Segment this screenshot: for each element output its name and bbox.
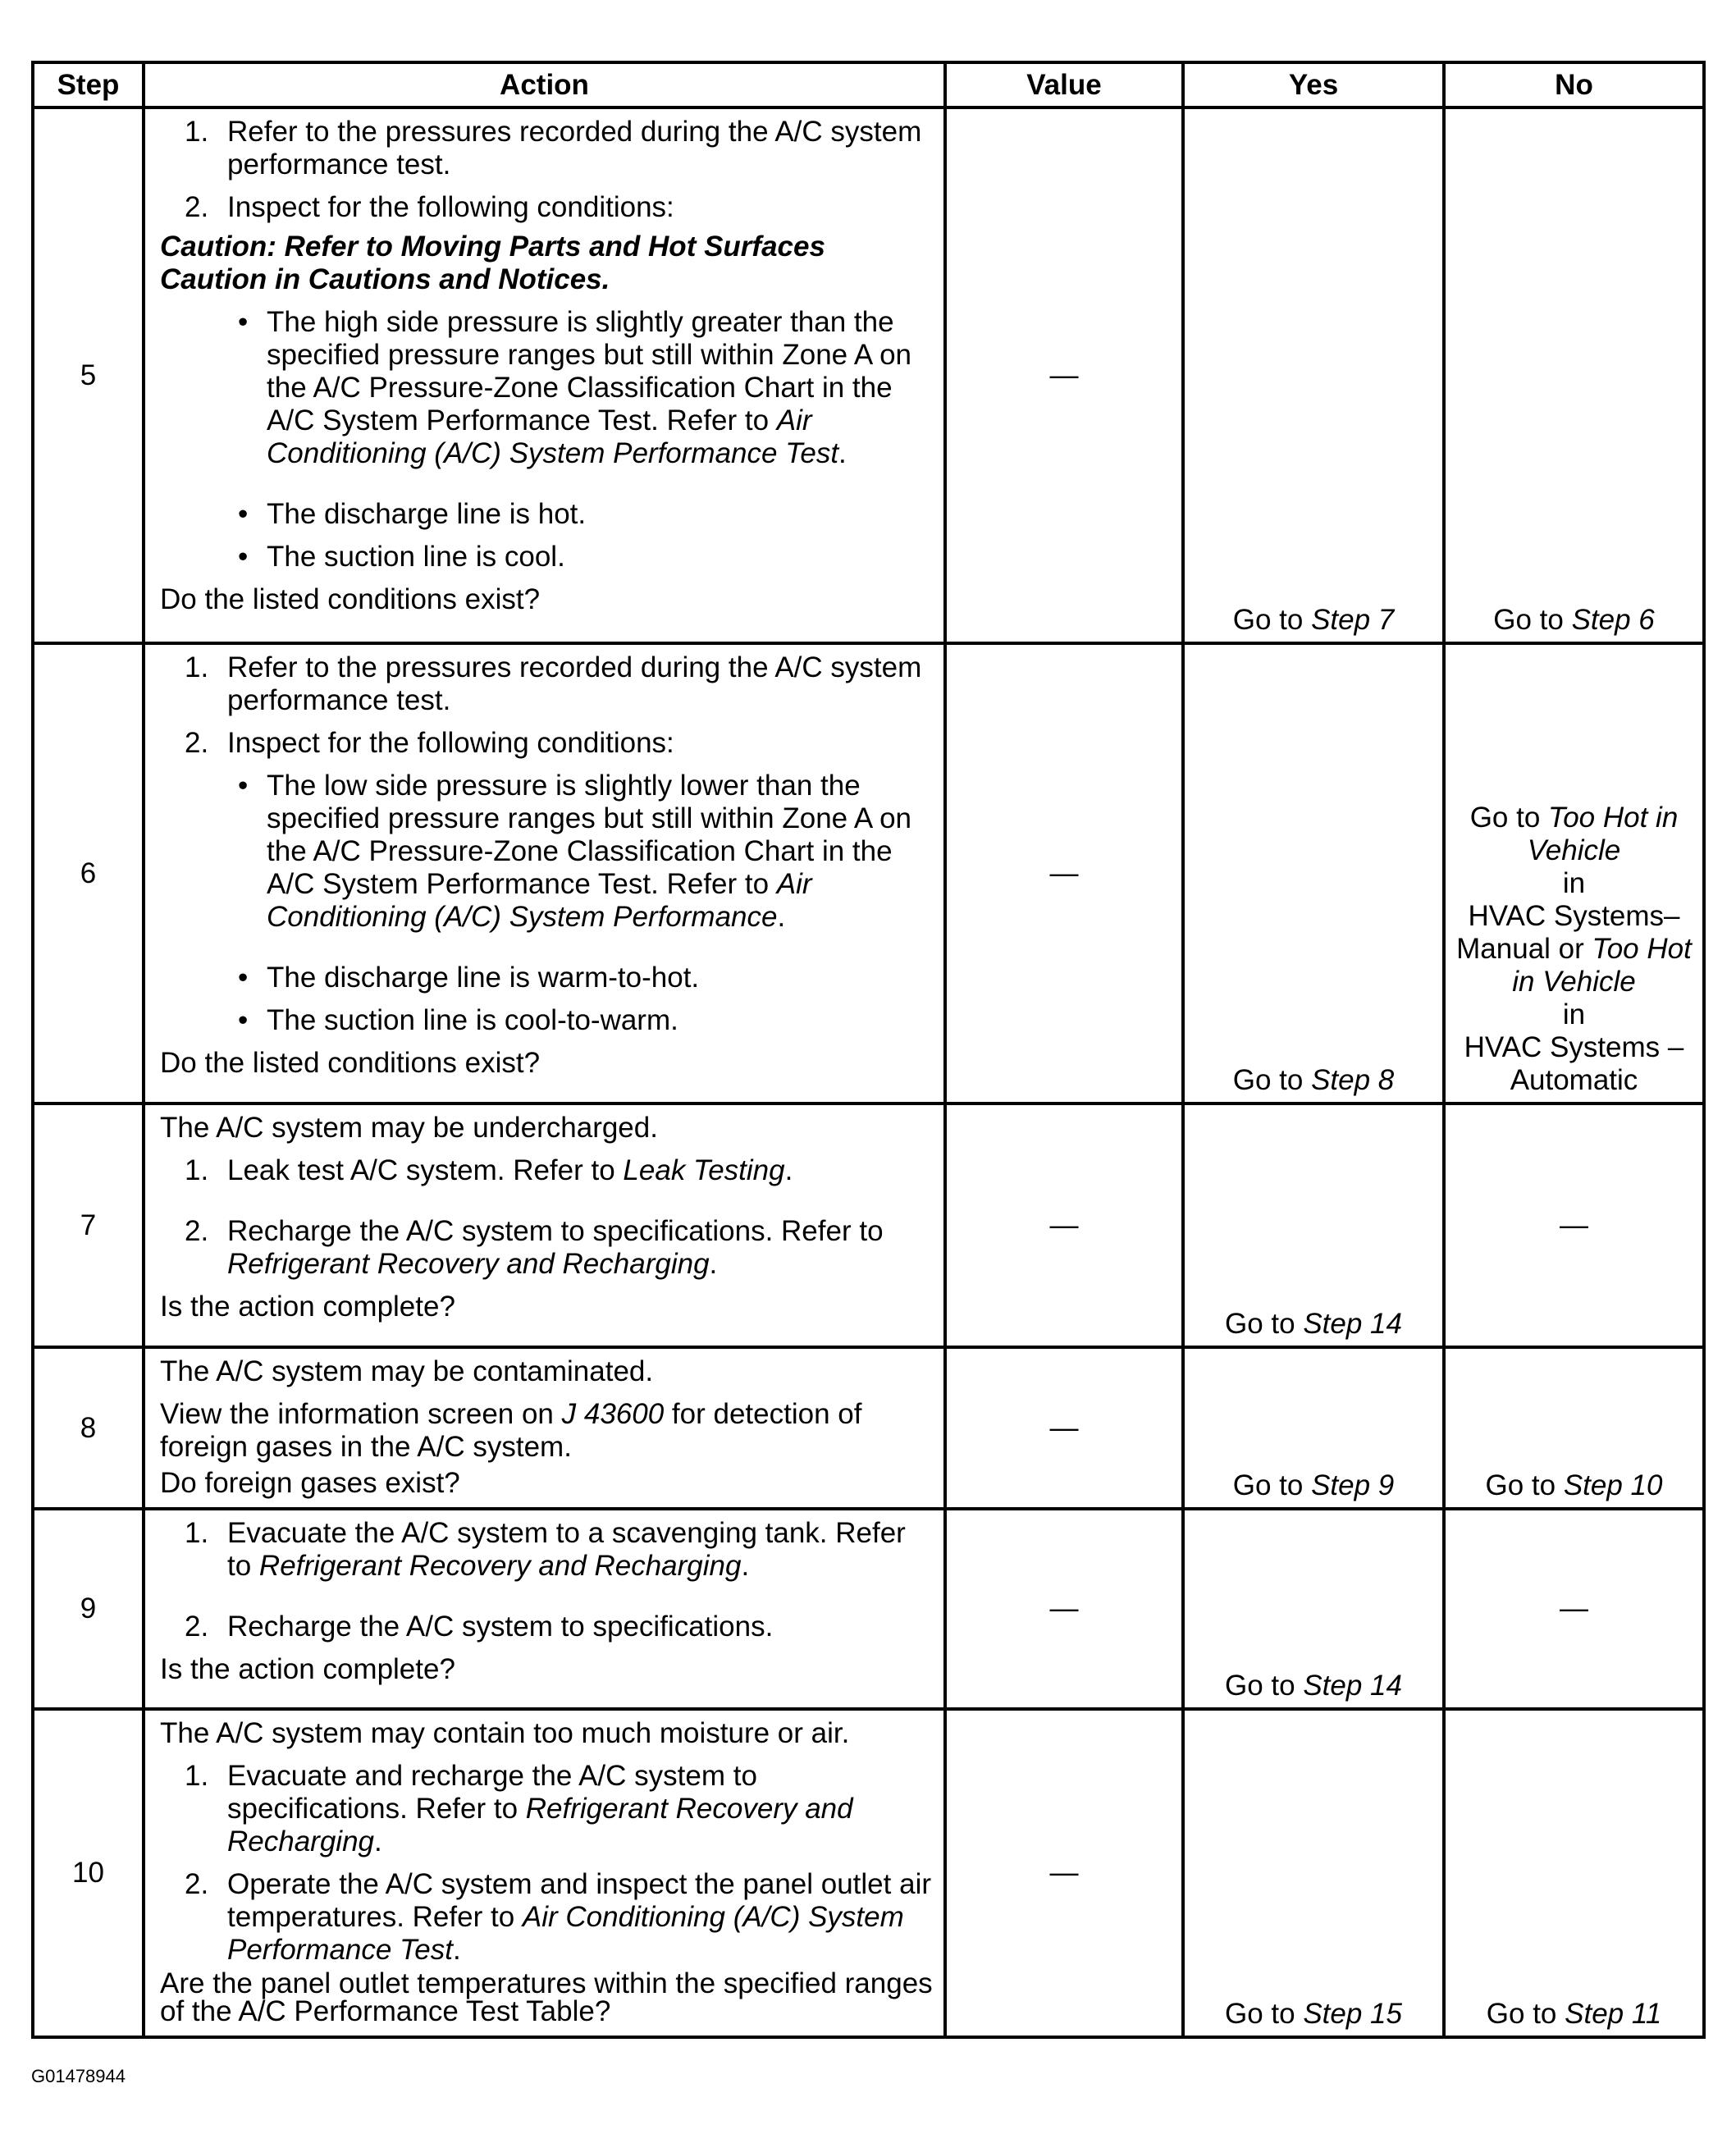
yes-cell — [1183, 1509, 1444, 1709]
doc-link[interactable]: Too Hot in Vehicle — [1527, 802, 1679, 866]
action-text: Operate the A/C system and inspect the panel outlet air temperatures. Refer to — [227, 1868, 931, 1933]
action-text: The discharge line is warm-to-hot. — [267, 962, 700, 994]
list-number: 2. — [185, 1215, 209, 1247]
action-cell — [144, 1709, 945, 2037]
action-text: Leak test A/C system. Refer to — [227, 1154, 624, 1186]
list-number: 2. — [185, 727, 209, 759]
table-row-step-6 — [33, 643, 1704, 1103]
action-cell — [144, 643, 945, 1103]
punctuation: . — [784, 1154, 793, 1186]
bullet-icon: • — [238, 541, 249, 573]
punctuation: . — [374, 1825, 382, 1857]
step-number: 6 — [33, 643, 144, 1103]
question-text: Do the listed conditions exist? — [160, 583, 541, 615]
action-text: The A/C system may contain too much moisture or air. — [160, 1717, 850, 1749]
step-link[interactable]: Step 6 — [1571, 604, 1655, 636]
goto-label: Go to — [1232, 1064, 1312, 1096]
goto-label: Go to — [1225, 1998, 1304, 2030]
step-number: 9 — [33, 1509, 144, 1709]
table-row-step-5 — [33, 107, 1704, 643]
doc-link[interactable]: Too Hot in Vehicle — [1512, 933, 1692, 998]
action-cell — [144, 107, 945, 643]
action-cell — [144, 1103, 945, 1347]
punctuation: . — [709, 1248, 718, 1280]
action-text: for detection of foreign gases in the A/C system. — [160, 1398, 862, 1463]
yes-cell — [1183, 107, 1444, 643]
punctuation: . — [838, 437, 847, 469]
value-cell: — — [945, 1709, 1183, 2037]
doc-reference: Leak Testing — [623, 1154, 785, 1186]
no-cell — [1444, 1709, 1704, 2037]
table-row-step-7 — [33, 1103, 1704, 1347]
goto-label: Go to — [1225, 1670, 1304, 1702]
list-number: 2. — [185, 191, 209, 223]
goto-label: Go to — [1232, 604, 1312, 636]
value-cell: — — [945, 107, 1183, 643]
list-number: 2. — [185, 1611, 209, 1643]
step-link[interactable]: Step 9 — [1311, 1469, 1395, 1501]
yes-cell — [1183, 643, 1444, 1103]
yes-cell — [1183, 1709, 1444, 2037]
list-number: 1. — [185, 116, 209, 148]
action-text: The suction line is cool. — [267, 541, 565, 573]
no-cell: — — [1444, 1103, 1704, 1347]
table-header-row — [33, 62, 1704, 107]
step-link[interactable]: Step 10 — [1563, 1469, 1663, 1501]
bullet-icon: • — [238, 770, 249, 802]
step-number: 8 — [33, 1347, 144, 1509]
step-link[interactable]: Step 14 — [1303, 1670, 1402, 1702]
table-row-step-10 — [33, 1709, 1704, 2037]
action-text: Evacuate and recharge the A/C system to specifications. Refer to — [227, 1760, 757, 1825]
table-row-step-9 — [33, 1509, 1704, 1709]
value-cell: — — [945, 643, 1183, 1103]
figure-id: G01478944 — [31, 2066, 126, 2086]
action-text: Recharge the A/C system to specifications. Refer to — [227, 1215, 884, 1247]
action-cell — [144, 1509, 945, 1709]
value-cell: — — [945, 1347, 1183, 1509]
list-number: 1. — [185, 1760, 209, 1792]
header-no: No — [1444, 62, 1704, 107]
value-cell: — — [945, 1103, 1183, 1347]
step-link[interactable]: Step 7 — [1311, 604, 1395, 636]
action-text: The low side pressure is slightly lower than the specified pressure ranges but still within Zone A on the A/C Pressure-Zone Classification Chart in the A/C System Performance Test. Refer to — [267, 770, 911, 900]
yes-cell — [1183, 1103, 1444, 1347]
question-text: Is the action complete? — [160, 1291, 455, 1323]
question-text: Do foreign gases exist? — [160, 1467, 460, 1499]
punctuation: . — [452, 1934, 461, 1966]
goto-label: HVAC Systems– Manual or — [1456, 900, 1680, 965]
step-link[interactable]: Step 14 — [1303, 1308, 1402, 1340]
goto-label: in — [1562, 998, 1586, 1030]
action-text: The A/C system may be undercharged. — [160, 1112, 658, 1144]
goto-label: Go to — [1225, 1308, 1304, 1340]
goto-label: Go to — [1469, 802, 1549, 834]
value-cell: — — [945, 1509, 1183, 1709]
step-number: 10 — [33, 1709, 144, 2037]
table-row-step-8 — [33, 1347, 1704, 1509]
diagnostic-table — [31, 61, 1706, 2039]
no-cell — [1444, 643, 1704, 1103]
action-text: The discharge line is hot. — [267, 498, 587, 530]
yes-cell — [1183, 1347, 1444, 1509]
action-text: Recharge the A/C system to specifications. — [227, 1611, 774, 1643]
action-text: The suction line is cool-to-warm. — [267, 1004, 678, 1036]
question-text: Are the panel outlet temperatures within the specified ranges of the A/C Performance Test Table? — [160, 1967, 933, 2027]
punctuation: . — [741, 1550, 750, 1582]
list-number: 1. — [185, 651, 209, 683]
header-yes: Yes — [1183, 62, 1444, 107]
doc-reference: Refrigerant Recovery and Recharging — [227, 1248, 710, 1280]
goto-label: Go to — [1493, 604, 1572, 636]
bullet-icon: • — [238, 306, 249, 338]
action-text: Inspect for the following conditions: — [227, 727, 674, 759]
goto-label: Go to — [1485, 1469, 1564, 1501]
no-cell: — — [1444, 1509, 1704, 1709]
question-text: Do the listed conditions exist? — [160, 1047, 541, 1079]
list-number: 2. — [185, 1868, 209, 1900]
step-link[interactable]: Step 15 — [1303, 1998, 1402, 2030]
step-number: 5 — [33, 107, 144, 643]
action-text: Inspect for the following conditions: — [227, 191, 674, 223]
header-step: Step — [33, 62, 144, 107]
bullet-icon: • — [238, 962, 249, 994]
step-number: 7 — [33, 1103, 144, 1347]
bullet-icon: • — [238, 498, 249, 530]
action-text: The high side pressure is slightly greater than the specified pressure ranges but still within Zone A on the A/C Pressure-Zone Classification Chart in the A/C System Performance Test. Refer to — [267, 306, 911, 436]
action-text: View the information screen on — [160, 1398, 562, 1430]
doc-reference: Refrigerant Recovery and Recharging — [227, 1793, 853, 1857]
list-number: 1. — [185, 1517, 209, 1549]
action-text: Refer to the pressures recorded during the A/C system performance test. — [227, 116, 922, 180]
goto-label: HVAC Systems – Automatic — [1464, 1031, 1684, 1096]
doc-reference: Air Conditioning (A/C) System Performance — [267, 868, 812, 933]
goto-label: Go to — [1486, 1998, 1565, 2030]
action-text: The A/C system may be contaminated. — [160, 1355, 654, 1387]
no-cell — [1444, 1347, 1704, 1509]
action-text: Evacuate the A/C system to a scavenging tank. Refer to — [227, 1517, 906, 1582]
question-text: Is the action complete? — [160, 1653, 455, 1685]
goto-label: in — [1562, 867, 1586, 899]
punctuation: . — [777, 901, 786, 933]
doc-reference: Refrigerant Recovery and Recharging — [258, 1550, 742, 1582]
tool-reference: J 43600 — [561, 1398, 665, 1430]
step-link[interactable]: Step 11 — [1565, 1998, 1662, 2030]
action-cell — [144, 1347, 945, 1509]
doc-reference: Air Conditioning (A/C) System Performance Test — [267, 404, 839, 469]
list-number: 1. — [185, 1154, 209, 1186]
no-cell — [1444, 107, 1704, 643]
action-text: Refer to the pressures recorded during the A/C system performance test. — [227, 651, 922, 716]
goto-label: Go to — [1232, 1469, 1312, 1501]
header-value: Value — [945, 62, 1183, 107]
header-action: Action — [144, 62, 945, 107]
caution-note: Caution: Refer to Moving Parts and Hot Surfaces Caution in Cautions and Notices. — [160, 231, 825, 295]
bullet-icon: • — [238, 1004, 249, 1036]
doc-reference: Air Conditioning (A/C) System Performance Test — [227, 1901, 904, 1966]
step-link[interactable]: Step 8 — [1311, 1064, 1395, 1096]
